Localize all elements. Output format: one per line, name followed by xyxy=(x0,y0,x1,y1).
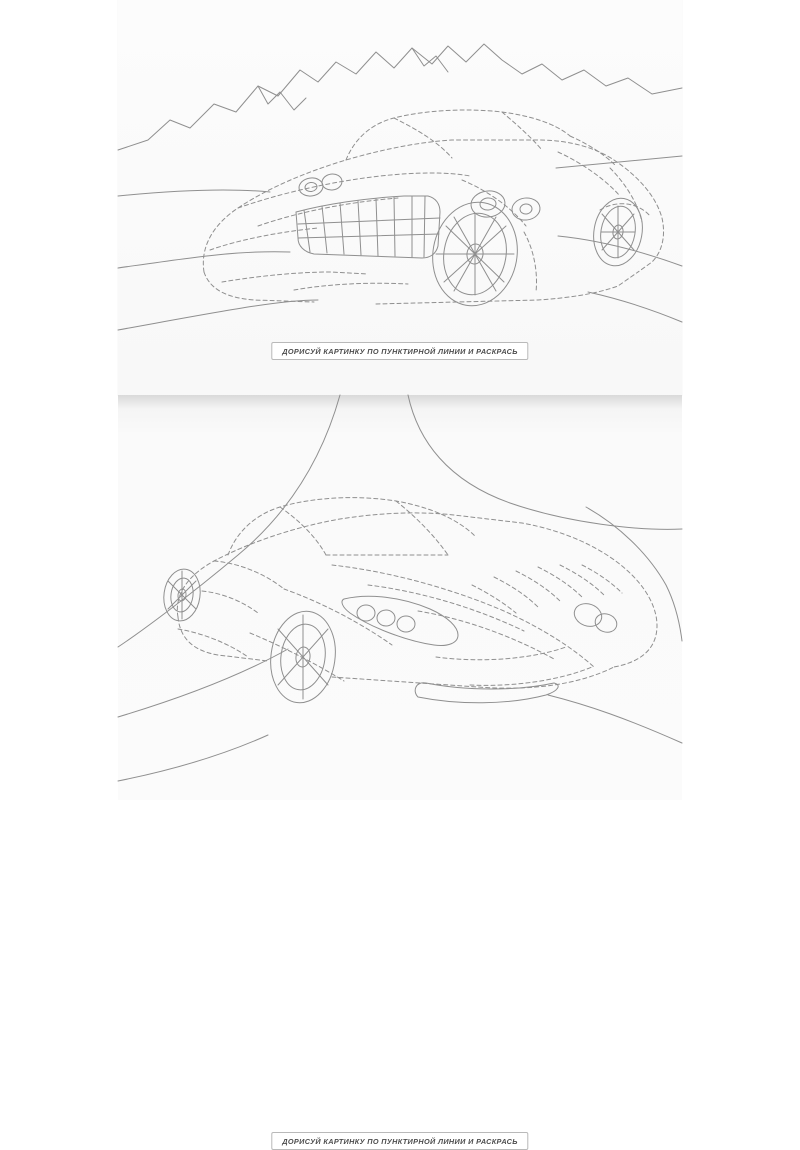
car-fog-lamps xyxy=(342,596,458,645)
car-front-wheel xyxy=(265,607,341,707)
instruction-caption-bottom: ДОРИСУЙ КАРТИНКУ ПО ПУНКТИРНОЙ ЛИНИИ И РАСКРАСЬ xyxy=(271,1132,528,1150)
mountain-range-icon xyxy=(118,44,682,150)
car-grille xyxy=(296,196,440,258)
instruction-caption-top: ДОРИСУЙ КАРТИНКУ ПО ПУНКТИРНОЙ ЛИНИИ И РАСКРАСЬ xyxy=(271,342,528,360)
road-icon xyxy=(118,395,682,781)
worksheet-panel-bottom xyxy=(118,395,682,1146)
car-rear-wheel xyxy=(161,567,204,624)
car-headlight-right xyxy=(571,600,619,635)
top-panel-artwork xyxy=(118,0,682,395)
worksheet-panel-top xyxy=(118,0,682,395)
bottom-panel-artwork xyxy=(118,395,682,800)
car-rear-wheel xyxy=(588,194,647,269)
dashed-outline-icon xyxy=(177,498,657,689)
dashed-outline-icon xyxy=(203,110,663,304)
